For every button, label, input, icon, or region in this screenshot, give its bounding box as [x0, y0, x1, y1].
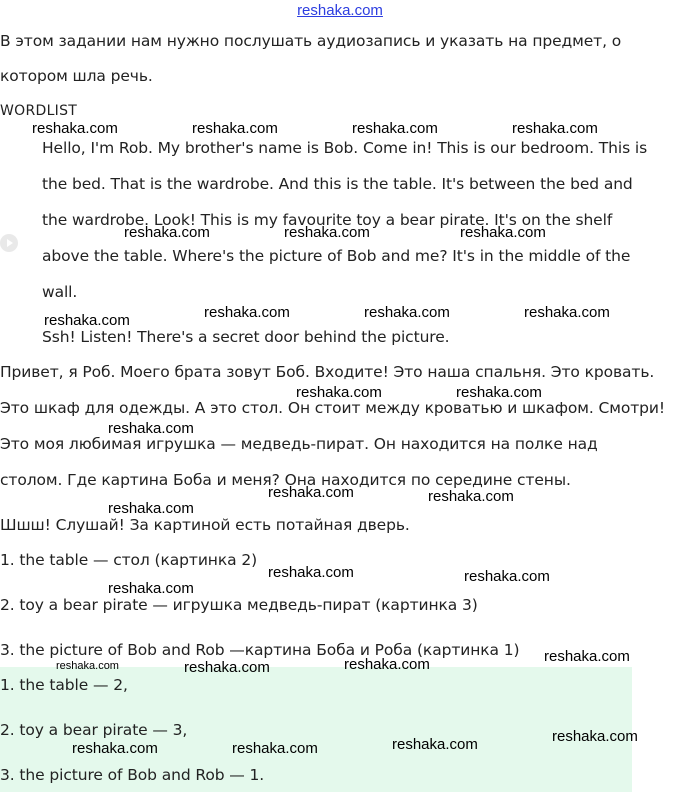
watermark: reshaka.com — [124, 224, 210, 241]
watermark: reshaka.com — [512, 120, 598, 137]
watermark: reshaka.com — [204, 304, 290, 321]
watermark: reshaka.com — [44, 312, 130, 329]
watermark: reshaka.com — [344, 656, 430, 673]
watermark: reshaka.com — [552, 728, 638, 745]
wordlist-heading: WORDLIST — [0, 103, 78, 119]
transcript-line: the wardrobe. Look! This is my favourite toy a bear pirate. It's on the shelf — [42, 211, 613, 229]
intro-line: котором шла речь. — [0, 67, 153, 85]
watermark: reshaka.com — [72, 740, 158, 757]
watermark: reshaka.com — [352, 120, 438, 137]
watermark: reshaka.com — [108, 500, 194, 517]
transcript-line: the bed. That is the wardrobe. And this is the table. It's between the bed and — [42, 175, 633, 193]
watermark: reshaka.com — [460, 224, 546, 241]
answer-item: 3. the picture of Bob and Rob — 1. — [0, 766, 265, 784]
site-link[interactable]: reshaka.com — [297, 2, 383, 19]
translation-line: столом. Где картина Боба и меня? Она находится по середине стены. — [0, 471, 571, 489]
vocab-item: 3. the picture of Bob and Rob —картина Боба и Роба (картинка 1) — [0, 641, 520, 659]
answer-item: 2. toy a bear pirate — 3, — [0, 721, 188, 739]
watermark: reshaka.com — [464, 568, 550, 585]
watermark: reshaka.com — [184, 659, 270, 676]
watermark: reshaka.com — [428, 488, 514, 505]
answer-item: 1. the table — 2, — [0, 676, 128, 694]
translation-line: Это моя любимая игрушка — медведь-пират. Он находится на полке над — [0, 435, 598, 453]
watermark: reshaka.com — [108, 420, 194, 437]
watermark: reshaka.com — [192, 120, 278, 137]
vocab-item: 2. toy a bear pirate — игрушка медведь-пират (картинка 3) — [0, 596, 478, 614]
watermark: reshaka.com — [232, 740, 318, 757]
translation-line: Шшш! Слушай! За картиной есть потайная дверь. — [0, 516, 410, 534]
watermark: reshaka.com — [456, 384, 542, 401]
watermark: reshaka.com — [32, 120, 118, 137]
watermark: reshaka.com — [268, 564, 354, 581]
watermark: reshaka.com — [392, 736, 478, 753]
transcript-line: Hello, I'm Rob. My brother's name is Bob. Come in! This is our bedroom. This is — [42, 139, 648, 157]
watermark: reshaka.com — [56, 660, 119, 672]
watermark: reshaka.com — [524, 304, 610, 321]
watermark: reshaka.com — [296, 384, 382, 401]
watermark: reshaka.com — [108, 580, 194, 597]
watermark: reshaka.com — [364, 304, 450, 321]
transcript-line: wall. — [42, 283, 78, 301]
play-icon[interactable] — [0, 234, 18, 252]
transcript-line: Ssh! Listen! There's a secret door behind the picture. — [42, 328, 450, 346]
transcript-line: above the table. Where's the picture of Bob and me? It's in the middle of the — [42, 247, 631, 265]
translation-line: Привет, я Роб. Моего брата зовут Боб. Входите! Это наша спальня. Это кровать. — [0, 363, 655, 381]
watermark: reshaka.com — [284, 224, 370, 241]
intro-line: В этом задании нам нужно послушать аудиозапись и указать на предмет, о — [0, 32, 622, 50]
translation-line: Это шкаф для одежды. А это стол. Он стоит между кроватью и шкафом. Смотри! — [0, 399, 666, 417]
vocab-item: 1. the table — стол (картинка 2) — [0, 551, 258, 569]
watermark: reshaka.com — [544, 648, 630, 665]
watermark: reshaka.com — [268, 484, 354, 501]
